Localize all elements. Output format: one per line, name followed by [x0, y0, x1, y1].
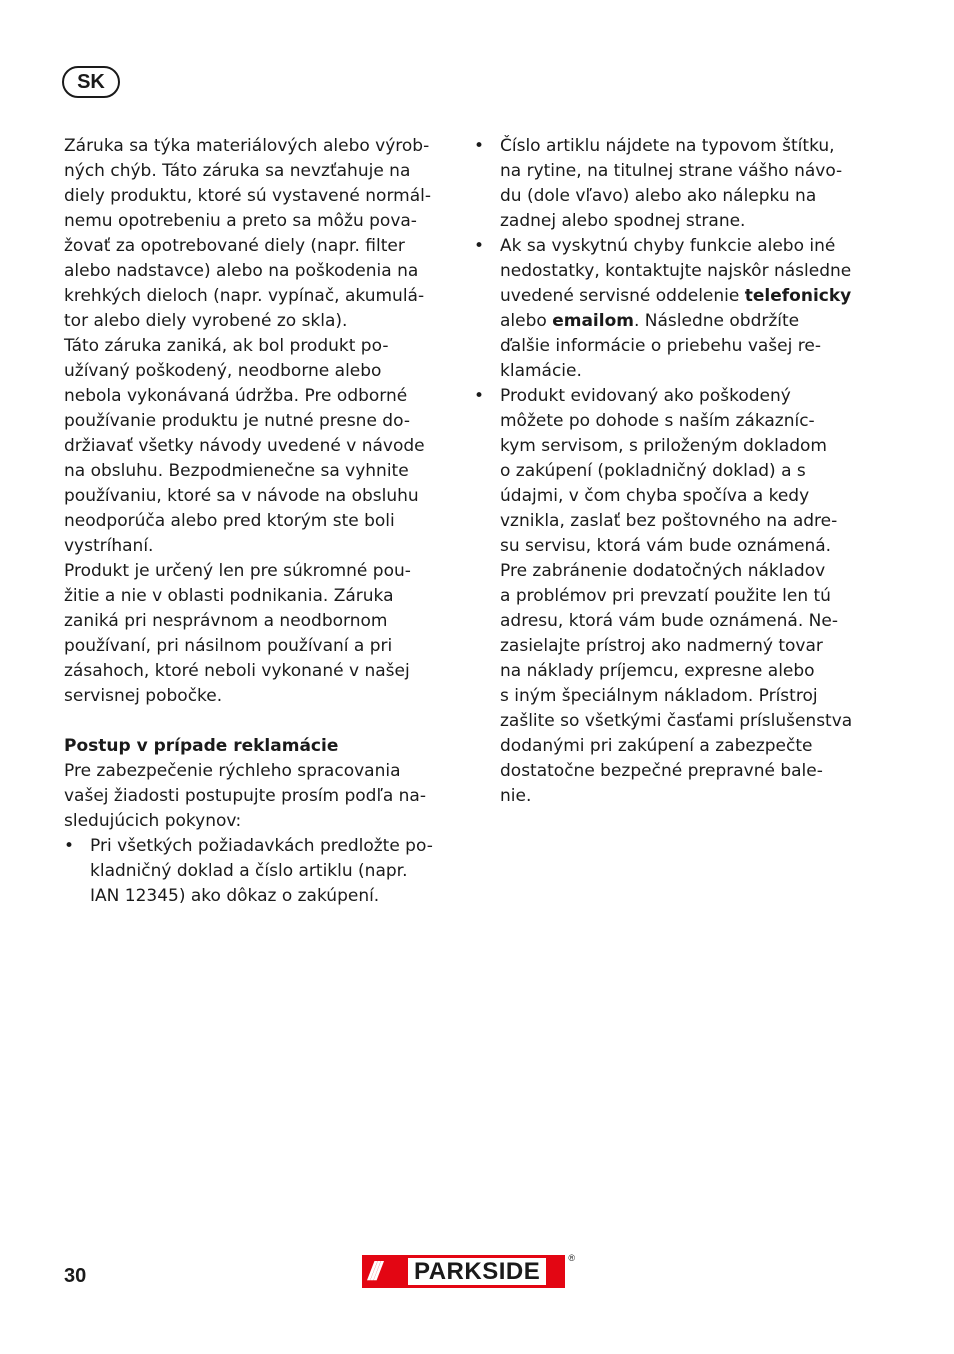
text-line: ďalšie informácie o priebehu vašej re-	[500, 336, 821, 356]
language-code: SK	[77, 70, 105, 93]
registered-mark: ®	[568, 1253, 575, 1263]
text-line: žitie a nie v oblasti podnikania. Záruka	[64, 586, 394, 606]
left-column	[64, 134, 450, 909]
list-item	[64, 834, 450, 909]
text-fragment: . Následne obdržíte	[633, 311, 800, 331]
email-emphasis: emailom	[552, 311, 634, 331]
text-line: diely produktu, ktoré sú vystavené normál-	[64, 186, 431, 206]
text-line: môžete po dohode s naším zákazníc-	[500, 411, 815, 431]
text-line: du (dole vľavo) alebo ako nálepku na	[500, 186, 817, 206]
language-badge	[62, 66, 120, 98]
text-line: zašlite so všetkými časťami príslušenstva	[500, 711, 853, 731]
text-line: sledujúcich pokynov:	[64, 811, 242, 831]
text-line: alebo nadstavce) alebo na poškodenia na	[64, 261, 419, 281]
text-line: su servisu, ktorá vám bude oznámená.	[500, 536, 832, 556]
text-line: na obsluhu. Bezpodmienečne sa vyhnite	[64, 461, 409, 481]
text-line: používanie produktu je nutné presne do-	[64, 411, 410, 431]
text-line: Pre zabránenie dodatočných nákladov	[500, 561, 826, 581]
text-line: s iným špeciálnym nákladom. Prístroj	[500, 686, 818, 706]
text-line	[500, 309, 860, 334]
text-line: vznikla, zaslať bez poštovného na adre-	[500, 511, 838, 531]
text-line: držiavať všetky návody uvedené v návode	[64, 436, 425, 456]
section-heading: Postup v prípade reklamácie	[64, 736, 339, 756]
paragraph-gap	[64, 709, 450, 734]
text-line: vystríhaní.	[64, 536, 154, 556]
procedure-list-continued	[474, 134, 860, 809]
logo-slashes: ///	[368, 1256, 378, 1286]
text-line: žovať za opotrebované diely (napr. filter	[64, 236, 405, 256]
text-line: krehkých dieloch (napr. vypínač, akumulá-	[64, 286, 425, 306]
list-item	[474, 134, 860, 234]
procedure-intro	[64, 759, 450, 834]
text-line: Produkt je určený len pre súkromné pou-	[64, 561, 411, 581]
text-line: dodanými pri zakúpení a zabezpečte	[500, 736, 813, 756]
text-line: a problémov pri prevzatí použite len tú	[500, 586, 831, 606]
text-line: nemu opotrebeniu a preto sa môžu pova-	[64, 211, 417, 231]
warranty-paragraphs	[64, 134, 450, 709]
text-line: IAN 12345) ako dôkaz o zakúpení.	[90, 886, 380, 906]
text-line: vašej žiadosti postupujte prosím podľa na-	[64, 786, 426, 806]
text-line: adresu, ktorá vám bude oznámená. Ne-	[500, 611, 838, 631]
text-line: neodporúča alebo pred ktorým ste boli	[64, 511, 395, 531]
text-line: • Číslo artiklu nájdete na typovom štítku,	[500, 136, 835, 156]
list-item	[474, 384, 860, 809]
text-line: kym servisom, s priloženým dokladom	[500, 436, 827, 456]
text-line: nebola vykonávaná údržba. Pre odborné	[64, 386, 408, 406]
text-line: nie.	[500, 786, 532, 806]
text-line: • Produkt evidovaný ako poškodený	[500, 386, 791, 406]
list-item	[474, 234, 860, 384]
text-line: na náklady príjemcu, expresne alebo	[500, 661, 815, 681]
text-line: Táto záruka zaniká, ak bol produkt po-	[64, 336, 389, 356]
text-fragment: alebo	[500, 311, 553, 331]
text-line: ných chýb. Táto záruka sa nevzťahuje na	[64, 161, 411, 181]
text-line: • Pri všetkých požiadavkách predložte po-	[90, 836, 433, 856]
text-fragment: uvedené servisné oddelenie	[500, 286, 745, 306]
text-line: servisnej pobočke.	[64, 686, 223, 706]
text-line: • Ak sa vyskytnú chyby funkcie alebo iné	[500, 236, 836, 256]
text-line	[500, 284, 860, 309]
text-line: o zakúpení (pokladničný doklad) a s	[500, 461, 806, 481]
logo-wordmark: PARKSIDE	[408, 1258, 546, 1285]
text-line: Záruka sa týka materiálových alebo výrob-	[64, 136, 430, 156]
text-line: Pre zabezpečenie rýchleho spracovania	[64, 761, 401, 781]
text-line: zadnej alebo spodnej strane.	[500, 211, 746, 231]
text-line: zásahoch, ktoré neboli vykonané v našej	[64, 661, 410, 681]
right-column	[474, 134, 860, 809]
text-line: klamácie.	[500, 361, 582, 381]
text-line: používaní, pri násilnom používaní a pri	[64, 636, 393, 656]
page-number: 30	[64, 1265, 87, 1287]
text-line: užívaný poškodený, neodborne alebo	[64, 361, 382, 381]
text-line: údajmi, v čom chyba spočíva a kedy	[500, 486, 810, 506]
text-line: dostatočne bezpečné prepravné bale-	[500, 761, 823, 781]
parkside-logo	[362, 1253, 575, 1288]
text-line: nedostatky, kontaktujte najskôr následne	[500, 261, 852, 281]
text-line: tor alebo diely vyrobené zo skla).	[64, 311, 348, 331]
text-line: kladničný doklad a číslo artiklu (napr.	[90, 861, 408, 881]
phone-emphasis: telefonicky	[744, 286, 852, 306]
text-line: používaniu, ktoré sa v návode na obsluhu	[64, 486, 419, 506]
text-line: zaniká pri nesprávnom a neodbornom	[64, 611, 388, 631]
text-line: zasielajte prístroj ako nadmerný tovar	[500, 636, 823, 656]
procedure-list	[64, 834, 450, 909]
text-line: na rytine, na titulnej strane vášho návo-	[500, 161, 843, 181]
